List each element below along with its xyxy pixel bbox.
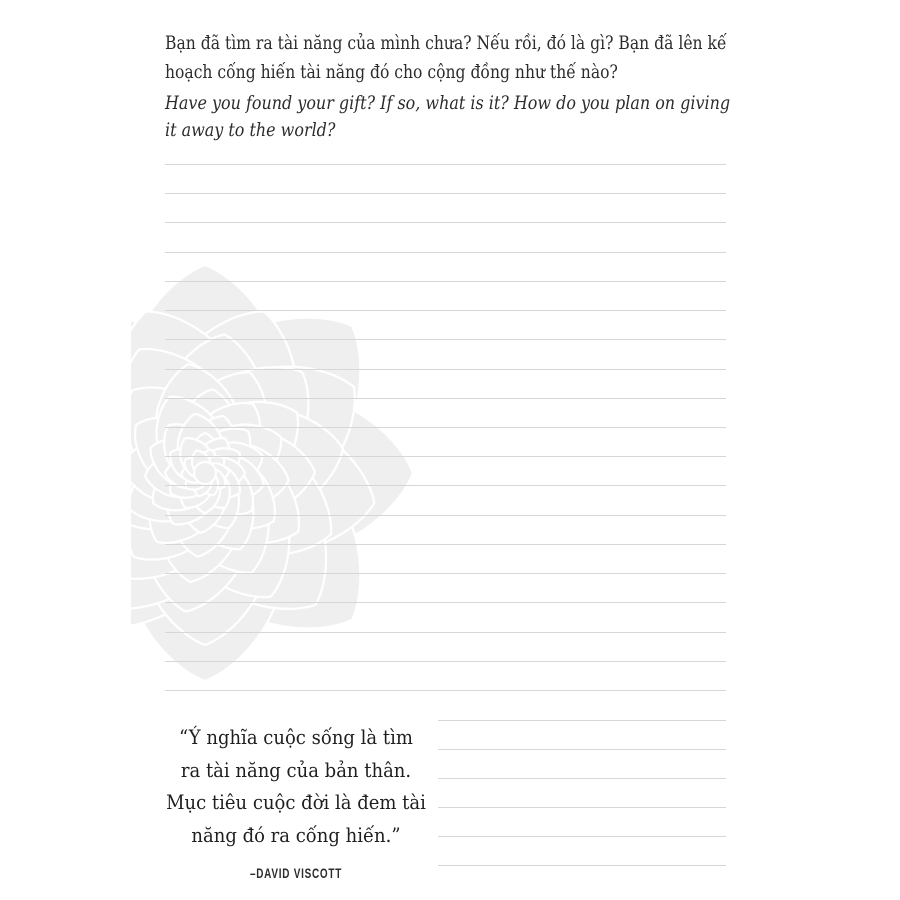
prompt-vi-line-1: Bạn đã tìm ra tài năng của mình chưa? Nếu rồi, đó là gì? Bạn đã lên kế — [165, 32, 727, 54]
ruled-line — [165, 456, 726, 457]
quote-block — [165, 721, 428, 891]
quote-line-1: “Ý nghĩa cuộc sống là tìm — [179, 725, 413, 749]
ruled-line — [165, 398, 726, 399]
ruled-line — [165, 661, 726, 662]
ruled-line — [165, 632, 726, 633]
ruled-line — [165, 339, 726, 340]
ruled-line — [165, 164, 726, 165]
quote-line-4: năng đó ra cống hiến.” — [191, 822, 401, 847]
ruled-line — [165, 369, 726, 370]
ruled-line — [165, 602, 726, 603]
ruled-line — [165, 252, 726, 253]
ruled-line — [438, 720, 726, 721]
ruled-line — [165, 485, 726, 486]
ruled-line — [165, 544, 726, 545]
ruled-line — [165, 690, 726, 691]
ruled-line — [438, 749, 726, 750]
ruled-line — [165, 222, 726, 223]
prompt-en-line-1: Have you found your gift? If so, what is it? How do you plan on giving — [165, 92, 731, 114]
ruled-line — [165, 427, 726, 428]
quote-line-3: Mục tiêu cuộc đời là đem tài — [166, 790, 426, 814]
ruled-line — [438, 807, 726, 808]
ruled-line — [438, 865, 726, 866]
prompt-vietnamese — [165, 29, 727, 87]
quote-line-2: ra tài năng của bản thân. — [180, 757, 412, 782]
watermark-container — [131, 253, 417, 695]
ruled-line — [438, 778, 726, 779]
prompt-en-line-2: it away to the world? — [165, 119, 336, 141]
quote-attribution: –DAVID VISCOTT — [249, 866, 343, 881]
ruled-line — [165, 193, 726, 194]
ruled-line — [438, 836, 726, 837]
prompt-english — [165, 90, 730, 144]
ruled-line — [165, 281, 726, 282]
ruled-line — [165, 573, 726, 574]
prompt-vi-line-2: hoạch cống hiến tài năng đó cho cộng đồng như thế nào? — [165, 61, 618, 83]
ruled-line — [165, 310, 726, 311]
lotus-mandala-watermark-icon — [131, 253, 417, 693]
ruled-line — [165, 515, 726, 516]
